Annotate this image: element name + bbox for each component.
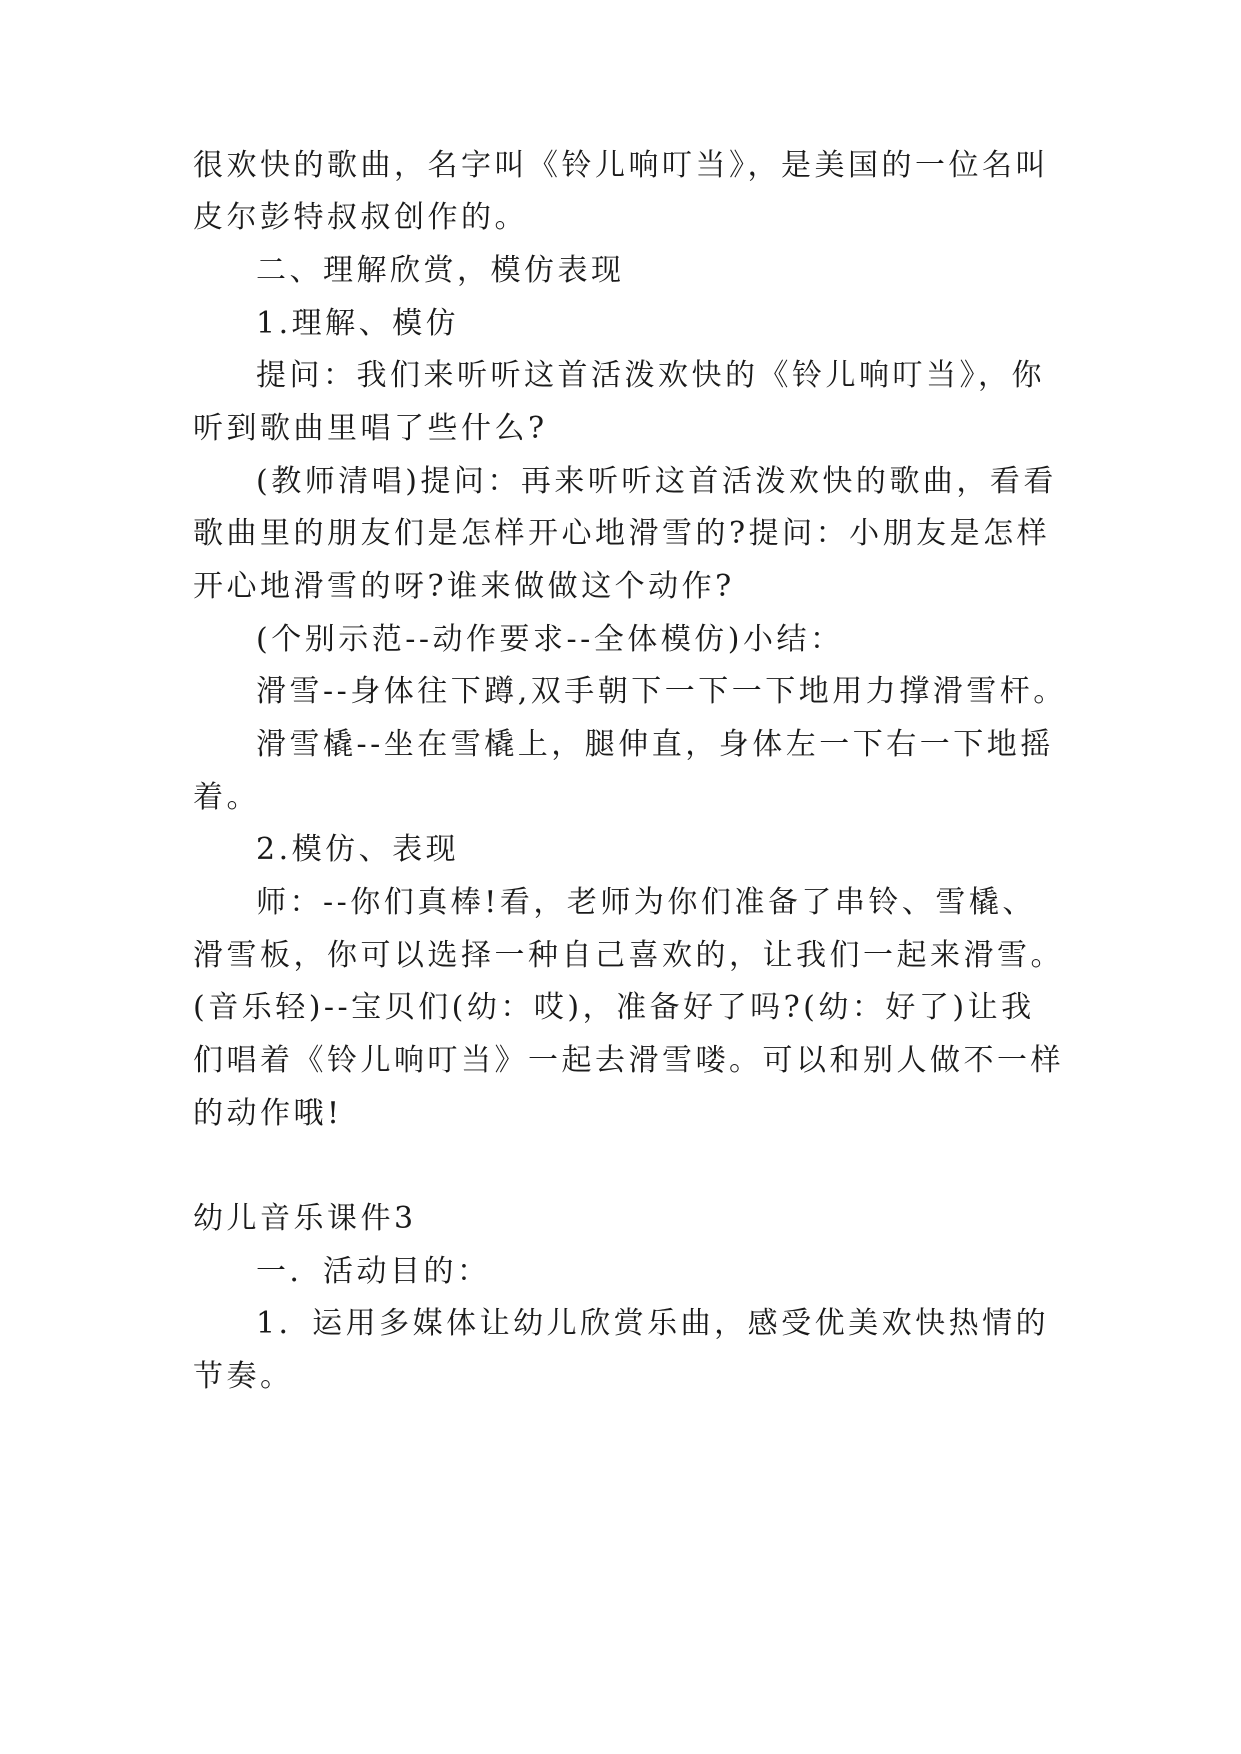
body-text-line: 的动作哦!: [193, 1096, 343, 1131]
body-text-line: 开心地滑雪的呀?谁来做做这个动作?: [193, 569, 735, 604]
body-text-line: 们唱着《铃儿响叮当》一起去滑雪喽。可以和别人做不一样: [193, 1043, 1064, 1078]
body-text-line: 歌曲里的朋友们是怎样开心地滑雪的?提问：小朋友是怎样: [193, 516, 1051, 551]
body-text-line: 1．运用多媒体让幼儿欣赏乐曲，感受优美欢快热情的: [256, 1306, 1050, 1341]
body-text-line: 听到歌曲里唱了些什么?: [193, 411, 548, 446]
body-text-line: (音乐轻)--宝贝们(幼：哎)，准备好了吗?(幼：好了)让我: [193, 990, 1035, 1025]
body-text-line: 滑雪--身体往下蹲,双手朝下一下一下地用力撑滑雪杆。: [256, 674, 1067, 709]
body-text-line: (个别示范--动作要求--全体模仿)小结：: [256, 622, 844, 657]
body-text-line: 滑雪橇--坐在雪橇上，腿伸直，身体左一下右一下地摇: [256, 727, 1054, 762]
body-text-line: (教师清唱)提问：再来听听这首活泼欢快的歌曲，看看: [256, 464, 1057, 499]
body-text-line: 着。: [193, 780, 260, 815]
section-heading: 二、理解欣赏，模仿表现: [256, 253, 625, 288]
body-text-line: 皮尔彭特叔叔创作的。: [193, 200, 528, 235]
body-text-line: 很欢快的歌曲，名字叫《铃儿响叮当》，是美国的一位名叫: [193, 148, 1049, 183]
body-text-line: 师：--你们真棒!看，老师为你们准备了串铃、雪橇、: [256, 885, 1036, 920]
body-text-line: 滑雪板，你可以选择一种自己喜欢的，让我们一起来滑雪。: [193, 938, 1064, 973]
body-text-line: 节奏。: [193, 1359, 294, 1394]
document-title: 幼儿音乐课件3: [193, 1201, 417, 1236]
subsection-heading: 2.模仿、表现: [256, 832, 460, 867]
section-heading: 一．活动目的：: [256, 1254, 491, 1289]
subsection-heading: 1.理解、模仿: [256, 306, 460, 341]
body-text-line: 提问：我们来听听这首活泼欢快的《铃儿响叮当》，你: [256, 358, 1045, 393]
